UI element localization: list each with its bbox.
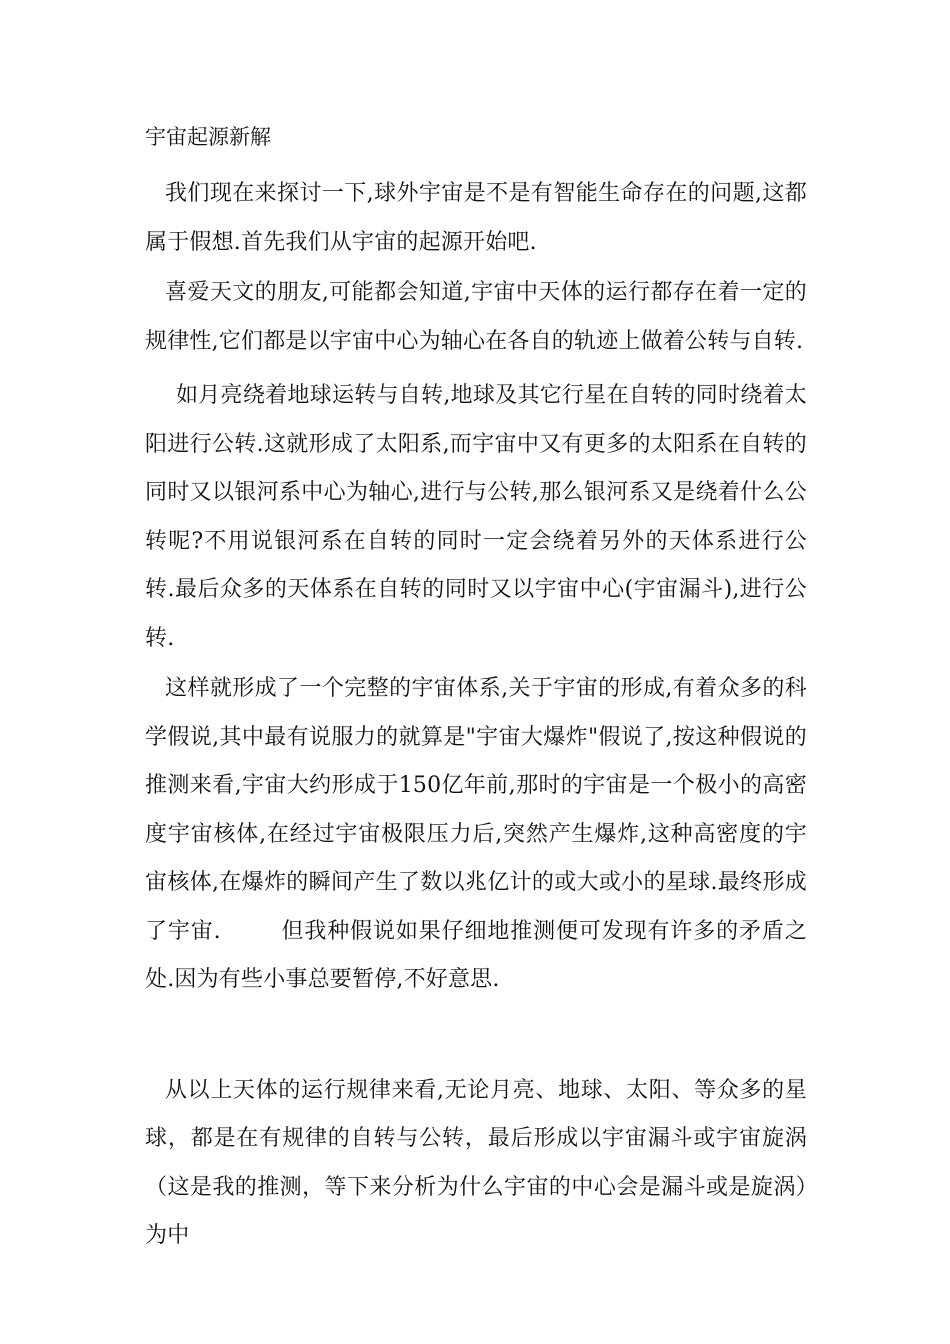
paragraph-4-part-2: 但我种假说如果仔细地推测便可发现有许多的矛盾之处.因为有些小事总要暂停,不好意思. xyxy=(145,918,807,992)
paragraph-2: 喜爱天文的朋友,可能都会知道,宇宙中天体的运行都存在着一定的规律性,它们都是以宇宙中心为轴心在各自的轨迹上做着公转与自转. xyxy=(145,280,807,354)
paragraph-4 xyxy=(145,665,807,1005)
paragraph-4-part-1: 这样就形成了一个完整的宇宙体系,关于宇宙的形成,有着众多的科学假说,其中最有说服力的就算是"宇宙大爆炸"假说了,按这种假说的推测来看,宇宙大约形成于150亿年前,那时的宇宙是一个极小的高密度宇宙核体,在经过宇宙极限压力后,突然产生爆炸,这种高密度的宇宙核体,在爆炸的瞬间产生了数以兆亿计的或大或小的星球.最终形成了宇宙. xyxy=(145,676,807,944)
paragraph-1: 我们现在来探讨一下,球外宇宙是不是有智能生命存在的问题,这都属于假想.首先我们从宇宙的起源开始吧. xyxy=(145,181,807,255)
document-title: 宇宙起源新解 xyxy=(145,125,271,149)
document-body xyxy=(145,118,807,1261)
paragraph-5: 从以上天体的运行规律来看,无论月亮、地球、太阳、等众多的星球，都是在有规律的自转与公转，最后形成以宇宙漏斗或宇宙旋涡（这是我的推测，等下来分析为什么宇宙的中心会是漏斗或是旋涡）为中 xyxy=(145,1077,807,1248)
paragraph-3: 如月亮绕着地球运转与自转,地球及其它行星在自转的同时绕着太阳进行公转.这就形成了太阳系,而宇宙中又有更多的太阳系在自转的同时又以银河系中心为轴心,进行与公转,那么银河系又是绕着什么公转呢?不用说银河系在自转的同时一定会绕着另外的天体系进行公转.最后众多的天体系在自转的同时又以宇宙中心(宇宙漏斗),进行公转. xyxy=(145,383,807,651)
